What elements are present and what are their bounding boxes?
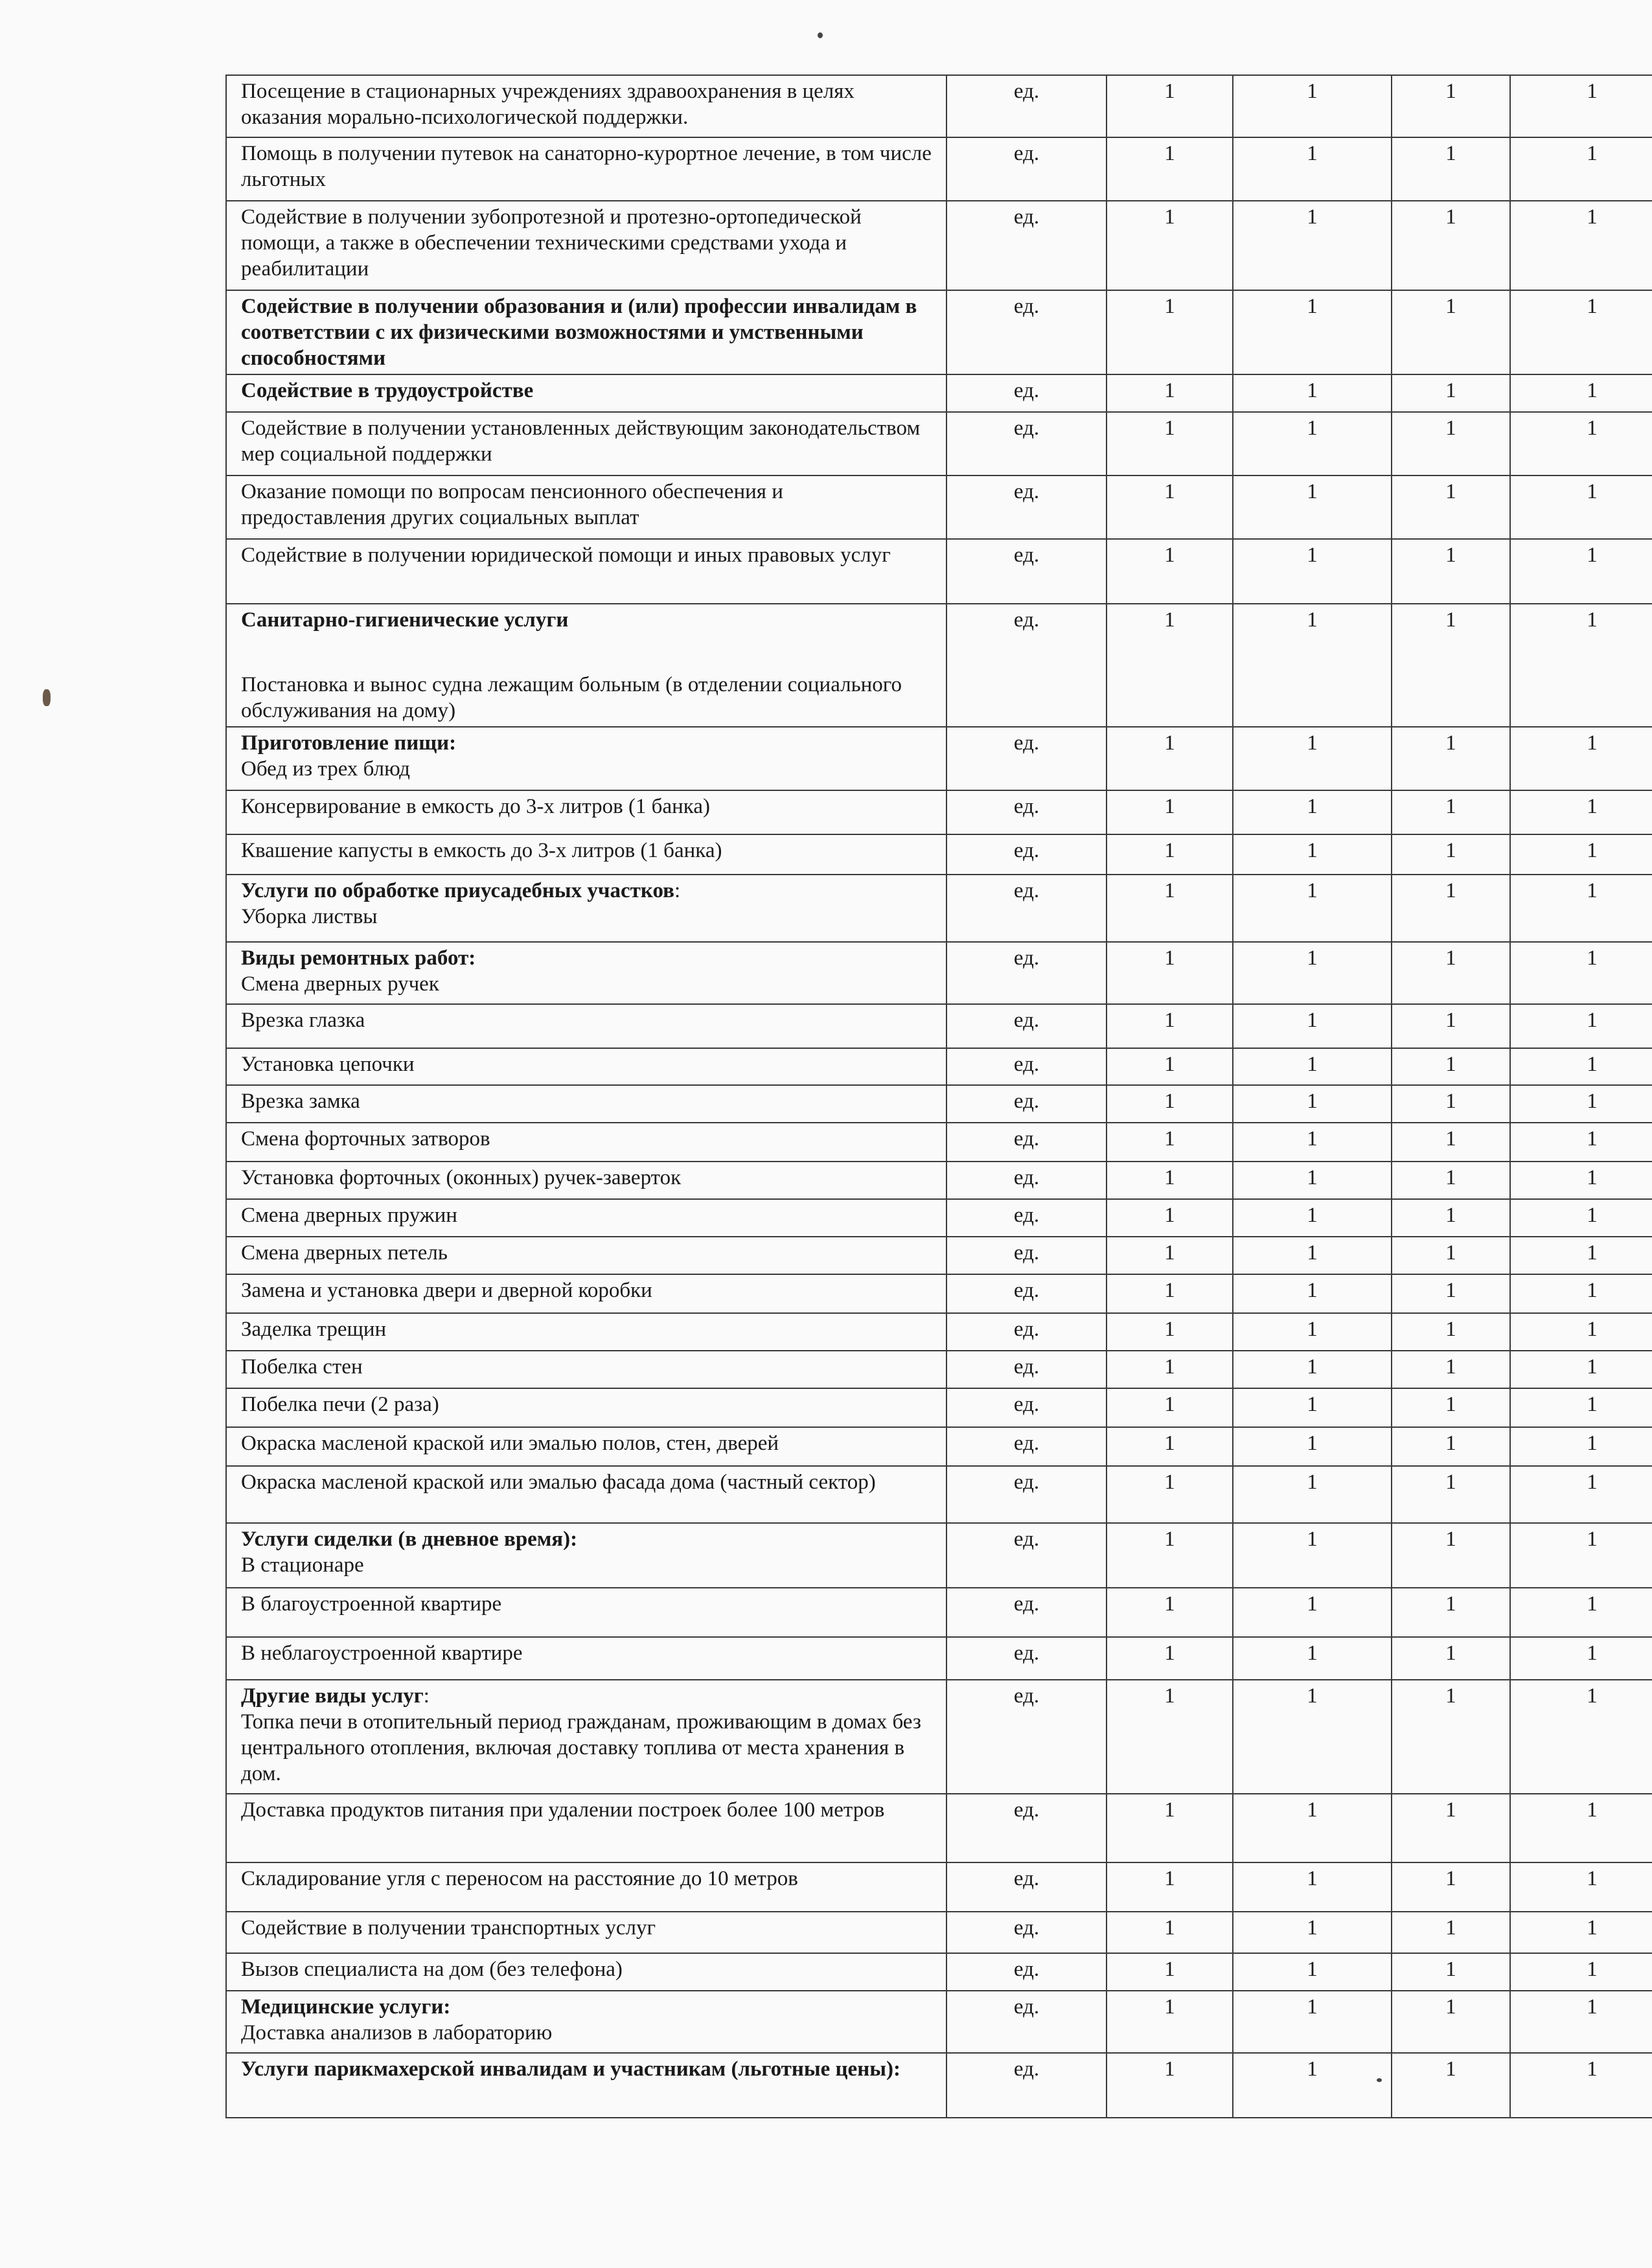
unit-cell: ед. <box>946 475 1107 539</box>
value-cell: 1 <box>1392 604 1510 727</box>
unit-cell: ед. <box>946 604 1107 727</box>
unit-cell: ед. <box>946 790 1107 834</box>
value-cell: 1 <box>1233 1862 1392 1912</box>
value-cell: 1 <box>1107 1237 1233 1274</box>
unit-cell: ед. <box>946 1313 1107 1351</box>
value-cell: 1 <box>1392 1912 1510 1953</box>
value-cell: 1 <box>1392 1588 1510 1637</box>
value-cell: 1 <box>1510 201 1652 290</box>
service-name: Содействие в получении образования и (или) профессии инвалидам в соответствии с их физическими возможностями и умственными способностями <box>226 290 946 374</box>
table-row <box>226 1912 1652 1953</box>
value-cell: 1 <box>1233 137 1392 201</box>
value-cell: 1 <box>1107 1953 1233 1991</box>
value-cell: 1 <box>1392 1523 1510 1588</box>
value-cell: 1 <box>1392 1004 1510 1048</box>
value-cell: 1 <box>1510 1162 1652 1199</box>
unit-cell: ед. <box>946 412 1107 475</box>
table-row <box>226 1162 1652 1199</box>
service-name: Посещение в стационарных учреждениях здравоохранения в целях оказания морально-психологической поддержки. <box>226 75 946 137</box>
table-row <box>226 1588 1652 1637</box>
unit-cell: ед. <box>946 1162 1107 1199</box>
value-cell: 1 <box>1107 942 1233 1004</box>
value-cell: 1 <box>1233 1388 1392 1427</box>
value-cell: 1 <box>1107 1588 1233 1637</box>
value-cell: 1 <box>1233 1680 1392 1794</box>
value-cell: 1 <box>1233 1588 1392 1637</box>
unit-cell: ед. <box>946 727 1107 790</box>
section-heading: Услуги сиделки (в дневное время): <box>241 1528 578 1551</box>
value-cell: 1 <box>1392 1388 1510 1427</box>
value-cell: 1 <box>1233 412 1392 475</box>
value-cell: 1 <box>1233 1637 1392 1680</box>
service-name <box>226 1991 946 2053</box>
unit-cell: ед. <box>946 374 1107 412</box>
section-heading: Услуги по обработке приусадебных участков <box>241 879 674 902</box>
table-row <box>226 942 1652 1004</box>
table-row <box>226 1427 1652 1466</box>
service-name: Окраска масленой краской или эмалью фасада дома (частный сектор) <box>226 1466 946 1523</box>
value-cell: 1 <box>1233 1991 1392 2053</box>
value-cell: 1 <box>1392 1427 1510 1466</box>
value-cell: 1 <box>1510 1991 1652 2053</box>
service-name: Смена форточных затворов <box>226 1123 946 1162</box>
value-cell: 1 <box>1233 1123 1392 1162</box>
table-row <box>226 1466 1652 1523</box>
value-cell: 1 <box>1510 1953 1652 1991</box>
table-row <box>226 1237 1652 1274</box>
value-cell: 1 <box>1510 1794 1652 1862</box>
service-name: Содействие в получении юридической помощи и иных правовых услуг <box>226 539 946 604</box>
table-row <box>226 1523 1652 1588</box>
table-row <box>226 75 1652 137</box>
value-cell: 1 <box>1510 1427 1652 1466</box>
service-name: Побелка печи (2 раза) <box>226 1388 946 1427</box>
value-cell: 1 <box>1107 201 1233 290</box>
service-subitem: Смена дверных ручек <box>241 972 439 996</box>
value-cell: 1 <box>1107 290 1233 374</box>
value-cell: 1 <box>1107 875 1233 942</box>
value-cell: 1 <box>1392 1991 1510 2053</box>
value-cell: 1 <box>1107 475 1233 539</box>
value-cell: 1 <box>1107 1862 1233 1912</box>
value-cell: 1 <box>1233 1794 1392 1862</box>
table-row <box>226 1351 1652 1388</box>
unit-cell: ед. <box>946 1953 1107 1991</box>
service-name: Помощь в получении путевок на санаторно-курортное лечение, в том числе льготных <box>226 137 946 201</box>
table-row <box>226 475 1652 539</box>
value-cell: 1 <box>1510 1588 1652 1637</box>
table-row <box>226 201 1652 290</box>
value-cell: 1 <box>1392 834 1510 875</box>
unit-cell: ед. <box>946 2053 1107 2118</box>
value-cell: 1 <box>1233 875 1392 942</box>
unit-cell: ед. <box>946 1085 1107 1123</box>
table-row <box>226 1048 1652 1085</box>
service-name: Содействие в получении установленных действующим законодательством мер социальной поддержки <box>226 412 946 475</box>
value-cell: 1 <box>1107 1351 1233 1388</box>
value-cell: 1 <box>1233 604 1392 727</box>
unit-cell: ед. <box>946 1048 1107 1085</box>
table-row <box>226 727 1652 790</box>
value-cell: 1 <box>1510 1637 1652 1680</box>
table-row <box>226 1274 1652 1313</box>
value-cell: 1 <box>1233 2053 1392 2118</box>
value-cell: 1 <box>1392 1637 1510 1680</box>
value-cell: 1 <box>1392 1862 1510 1912</box>
value-cell: 1 <box>1107 1048 1233 1085</box>
value-cell: 1 <box>1510 539 1652 604</box>
table-row <box>226 1991 1652 2053</box>
value-cell: 1 <box>1107 834 1233 875</box>
value-cell: 1 <box>1233 1912 1392 1953</box>
value-cell: 1 <box>1392 75 1510 137</box>
value-cell: 1 <box>1392 727 1510 790</box>
value-cell: 1 <box>1510 1237 1652 1274</box>
value-cell: 1 <box>1233 290 1392 374</box>
table-row <box>226 539 1652 604</box>
value-cell: 1 <box>1233 1466 1392 1523</box>
service-name <box>226 1680 946 1794</box>
table-row <box>226 137 1652 201</box>
table-row <box>226 1794 1652 1862</box>
value-cell: 1 <box>1392 539 1510 604</box>
unit-cell: ед. <box>946 539 1107 604</box>
value-cell: 1 <box>1233 942 1392 1004</box>
table-row <box>226 1680 1652 1794</box>
value-cell: 1 <box>1392 475 1510 539</box>
value-cell: 1 <box>1107 1991 1233 2053</box>
service-subitem: Уборка листвы <box>241 905 378 928</box>
service-name: Оказание помощи по вопросам пенсионного обеспечения и предоставления других социальных выплат <box>226 475 946 539</box>
value-cell: 1 <box>1510 727 1652 790</box>
value-cell: 1 <box>1510 1351 1652 1388</box>
table-row <box>226 1004 1652 1048</box>
service-name <box>226 1523 946 1588</box>
value-cell: 1 <box>1392 412 1510 475</box>
value-cell: 1 <box>1510 1085 1652 1123</box>
value-cell: 1 <box>1510 1523 1652 1588</box>
table-row <box>226 790 1652 834</box>
service-name: Смена дверных пружин <box>226 1199 946 1237</box>
service-name: Содействие в получении транспортных услуг <box>226 1912 946 1953</box>
service-name <box>226 604 946 727</box>
value-cell: 1 <box>1233 1085 1392 1123</box>
value-cell: 1 <box>1233 75 1392 137</box>
value-cell: 1 <box>1510 412 1652 475</box>
table-row <box>226 1085 1652 1123</box>
unit-cell: ед. <box>946 1351 1107 1388</box>
service-name: Вызов специалиста на дом (без телефона) <box>226 1953 946 1991</box>
table-row <box>226 2053 1652 2118</box>
unit-cell: ед. <box>946 1794 1107 1862</box>
value-cell: 1 <box>1233 1004 1392 1048</box>
unit-cell: ед. <box>946 1912 1107 1953</box>
service-subitem: В стационаре <box>241 1553 364 1577</box>
service-name: Установка форточных (оконных) ручек-заверток <box>226 1162 946 1199</box>
table-row <box>226 1313 1652 1351</box>
value-cell: 1 <box>1510 2053 1652 2118</box>
value-cell: 1 <box>1107 1427 1233 1466</box>
value-cell: 1 <box>1107 727 1233 790</box>
unit-cell: ед. <box>946 1388 1107 1427</box>
value-cell: 1 <box>1107 604 1233 727</box>
value-cell: 1 <box>1510 1048 1652 1085</box>
value-cell: 1 <box>1107 1199 1233 1237</box>
value-cell: 1 <box>1392 790 1510 834</box>
value-cell: 1 <box>1107 374 1233 412</box>
service-name: Замена и установка двери и дверной коробки <box>226 1274 946 1313</box>
table-row <box>226 1123 1652 1162</box>
unit-cell: ед. <box>946 1466 1107 1523</box>
value-cell: 1 <box>1510 1862 1652 1912</box>
value-cell: 1 <box>1107 1388 1233 1427</box>
value-cell: 1 <box>1233 1313 1392 1351</box>
value-cell: 1 <box>1233 1237 1392 1274</box>
value-cell: 1 <box>1392 1199 1510 1237</box>
unit-cell: ед. <box>946 137 1107 201</box>
value-cell: 1 <box>1233 1199 1392 1237</box>
value-cell: 1 <box>1392 290 1510 374</box>
service-name: Содействие в получении зубопротезной и протезно-ортопедической помощи, а также в обеспечении техническими средствами ухода и реабилитации <box>226 201 946 290</box>
value-cell: 1 <box>1107 1162 1233 1199</box>
value-cell: 1 <box>1107 2053 1233 2118</box>
service-name: Врезка глазка <box>226 1004 946 1048</box>
table-row <box>226 834 1652 875</box>
unit-cell: ед. <box>946 290 1107 374</box>
value-cell: 1 <box>1233 1048 1392 1085</box>
value-cell: 1 <box>1510 75 1652 137</box>
value-cell: 1 <box>1510 137 1652 201</box>
value-cell: 1 <box>1107 1912 1233 1953</box>
unit-cell: ед. <box>946 201 1107 290</box>
value-cell: 1 <box>1107 539 1233 604</box>
unit-cell: ед. <box>946 942 1107 1004</box>
table-row <box>226 412 1652 475</box>
service-name <box>226 942 946 1004</box>
value-cell: 1 <box>1510 374 1652 412</box>
value-cell: 1 <box>1392 1237 1510 1274</box>
value-cell: 1 <box>1510 1123 1652 1162</box>
section-heading: Медицинские услуги: <box>241 1995 451 2019</box>
value-cell: 1 <box>1233 1351 1392 1388</box>
value-cell: 1 <box>1510 834 1652 875</box>
value-cell: 1 <box>1392 1680 1510 1794</box>
service-name: В неблагоустроенной квартире <box>226 1637 946 1680</box>
unit-cell: ед. <box>946 1274 1107 1313</box>
section-heading: Виды ремонтных работ: <box>241 946 476 970</box>
value-cell: 1 <box>1392 1123 1510 1162</box>
unit-cell: ед. <box>946 1123 1107 1162</box>
value-cell: 1 <box>1233 1274 1392 1313</box>
value-cell: 1 <box>1510 1680 1652 1794</box>
unit-cell: ед. <box>946 1199 1107 1237</box>
value-cell: 1 <box>1107 790 1233 834</box>
service-name: Врезка замка <box>226 1085 946 1123</box>
service-name <box>226 875 946 942</box>
value-cell: 1 <box>1107 1274 1233 1313</box>
value-cell: 1 <box>1107 1523 1233 1588</box>
value-cell: 1 <box>1510 1313 1652 1351</box>
value-cell: 1 <box>1233 374 1392 412</box>
unit-cell: ед. <box>946 75 1107 137</box>
scan-speck <box>818 32 823 38</box>
value-cell: 1 <box>1107 412 1233 475</box>
value-cell: 1 <box>1392 875 1510 942</box>
value-cell: 1 <box>1392 1351 1510 1388</box>
table-row <box>226 1199 1652 1237</box>
service-name: Квашение капусты в емкость до 3-х литров (1 банка) <box>226 834 946 875</box>
service-name: Консервирование в емкость до 3-х литров (1 банка) <box>226 790 946 834</box>
unit-cell: ед. <box>946 1427 1107 1466</box>
table-row <box>226 875 1652 942</box>
value-cell: 1 <box>1510 1388 1652 1427</box>
service-subitem: Постановка и вынос судна лежащим больным (в отделении социального обслуживания на дому) <box>241 673 902 722</box>
spacer <box>241 633 932 672</box>
value-cell: 1 <box>1233 1427 1392 1466</box>
value-cell: 1 <box>1510 790 1652 834</box>
unit-cell: ед. <box>946 1588 1107 1637</box>
service-name: Складирование угля с переносом на расстояние до 10 метров <box>226 1862 946 1912</box>
service-name: Окраска масленой краской или эмалью полов, стен, дверей <box>226 1427 946 1466</box>
value-cell: 1 <box>1510 875 1652 942</box>
value-cell: 1 <box>1510 1004 1652 1048</box>
value-cell: 1 <box>1392 1466 1510 1523</box>
value-cell: 1 <box>1107 1085 1233 1123</box>
value-cell: 1 <box>1392 1953 1510 1991</box>
unit-cell: ед. <box>946 1991 1107 2053</box>
value-cell: 1 <box>1510 1466 1652 1523</box>
table-row <box>226 1388 1652 1427</box>
table-row <box>226 1862 1652 1912</box>
table-row <box>226 374 1652 412</box>
value-cell: 1 <box>1510 290 1652 374</box>
value-cell: 1 <box>1392 1085 1510 1123</box>
section-heading: Санитарно-гигиенические услуги <box>241 608 569 632</box>
value-cell: 1 <box>1510 604 1652 727</box>
service-subitem: Топка печи в отопительный период гражданам, проживающим в домах без центрального отопления, включая доставку топлива от места хранения в дом. <box>241 1710 921 1785</box>
unit-cell: ед. <box>946 875 1107 942</box>
value-cell: 1 <box>1392 1048 1510 1085</box>
service-subitem: Доставка анализов в лабораторию <box>241 2021 553 2045</box>
value-cell: 1 <box>1233 539 1392 604</box>
service-name: Доставка продуктов питания при удалении построек более 100 метров <box>226 1794 946 1862</box>
value-cell: 1 <box>1392 1274 1510 1313</box>
unit-cell: ед. <box>946 1637 1107 1680</box>
table-row <box>226 290 1652 374</box>
unit-cell: ед. <box>946 834 1107 875</box>
value-cell: 1 <box>1233 727 1392 790</box>
service-name: Заделка трещин <box>226 1313 946 1351</box>
services-table <box>225 74 1652 2118</box>
value-cell: 1 <box>1107 1123 1233 1162</box>
value-cell: 1 <box>1107 75 1233 137</box>
value-cell: 1 <box>1107 1637 1233 1680</box>
unit-cell: ед. <box>946 1523 1107 1588</box>
value-cell: 1 <box>1510 475 1652 539</box>
value-cell: 1 <box>1392 1313 1510 1351</box>
service-name: Побелка стен <box>226 1351 946 1388</box>
value-cell: 1 <box>1107 1004 1233 1048</box>
value-cell: 1 <box>1233 1523 1392 1588</box>
unit-cell: ед. <box>946 1237 1107 1274</box>
value-cell: 1 <box>1233 834 1392 875</box>
heading-suffix: : <box>674 879 681 902</box>
unit-cell: ед. <box>946 1680 1107 1794</box>
value-cell: 1 <box>1107 1313 1233 1351</box>
value-cell: 1 <box>1107 1466 1233 1523</box>
scan-speck <box>43 689 51 706</box>
value-cell: 1 <box>1392 1794 1510 1862</box>
value-cell: 1 <box>1510 942 1652 1004</box>
unit-cell: ед. <box>946 1004 1107 1048</box>
service-name: Смена дверных петель <box>226 1237 946 1274</box>
service-name: Услуги парикмахерской инвалидам и участникам (льготные цены): <box>226 2053 946 2118</box>
value-cell: 1 <box>1107 1794 1233 1862</box>
value-cell: 1 <box>1233 475 1392 539</box>
value-cell: 1 <box>1392 201 1510 290</box>
section-heading: Другие виды услуг <box>241 1684 424 1708</box>
table-row <box>226 1953 1652 1991</box>
value-cell: 1 <box>1233 1162 1392 1199</box>
service-subitem: Обед из трех блюд <box>241 757 410 781</box>
value-cell: 1 <box>1233 201 1392 290</box>
value-cell: 1 <box>1392 137 1510 201</box>
section-heading: Приготовление пищи: <box>241 731 457 755</box>
heading-suffix: : <box>423 1684 430 1708</box>
value-cell: 1 <box>1107 137 1233 201</box>
value-cell: 1 <box>1510 1199 1652 1237</box>
value-cell: 1 <box>1107 1680 1233 1794</box>
value-cell: 1 <box>1233 1953 1392 1991</box>
table-row <box>226 1637 1652 1680</box>
service-name <box>226 727 946 790</box>
value-cell: 1 <box>1233 790 1392 834</box>
value-cell: 1 <box>1510 1912 1652 1953</box>
value-cell: 1 <box>1392 942 1510 1004</box>
value-cell: 1 <box>1510 1274 1652 1313</box>
value-cell: 1 <box>1392 374 1510 412</box>
unit-cell: ед. <box>946 1862 1107 1912</box>
service-name: В благоустроенной квартире <box>226 1588 946 1637</box>
service-name: Содействие в трудоустройстве <box>226 374 946 412</box>
table-row <box>226 604 1652 727</box>
value-cell: 1 <box>1392 1162 1510 1199</box>
service-name: Установка цепочки <box>226 1048 946 1085</box>
value-cell: 1 <box>1392 2053 1510 2118</box>
